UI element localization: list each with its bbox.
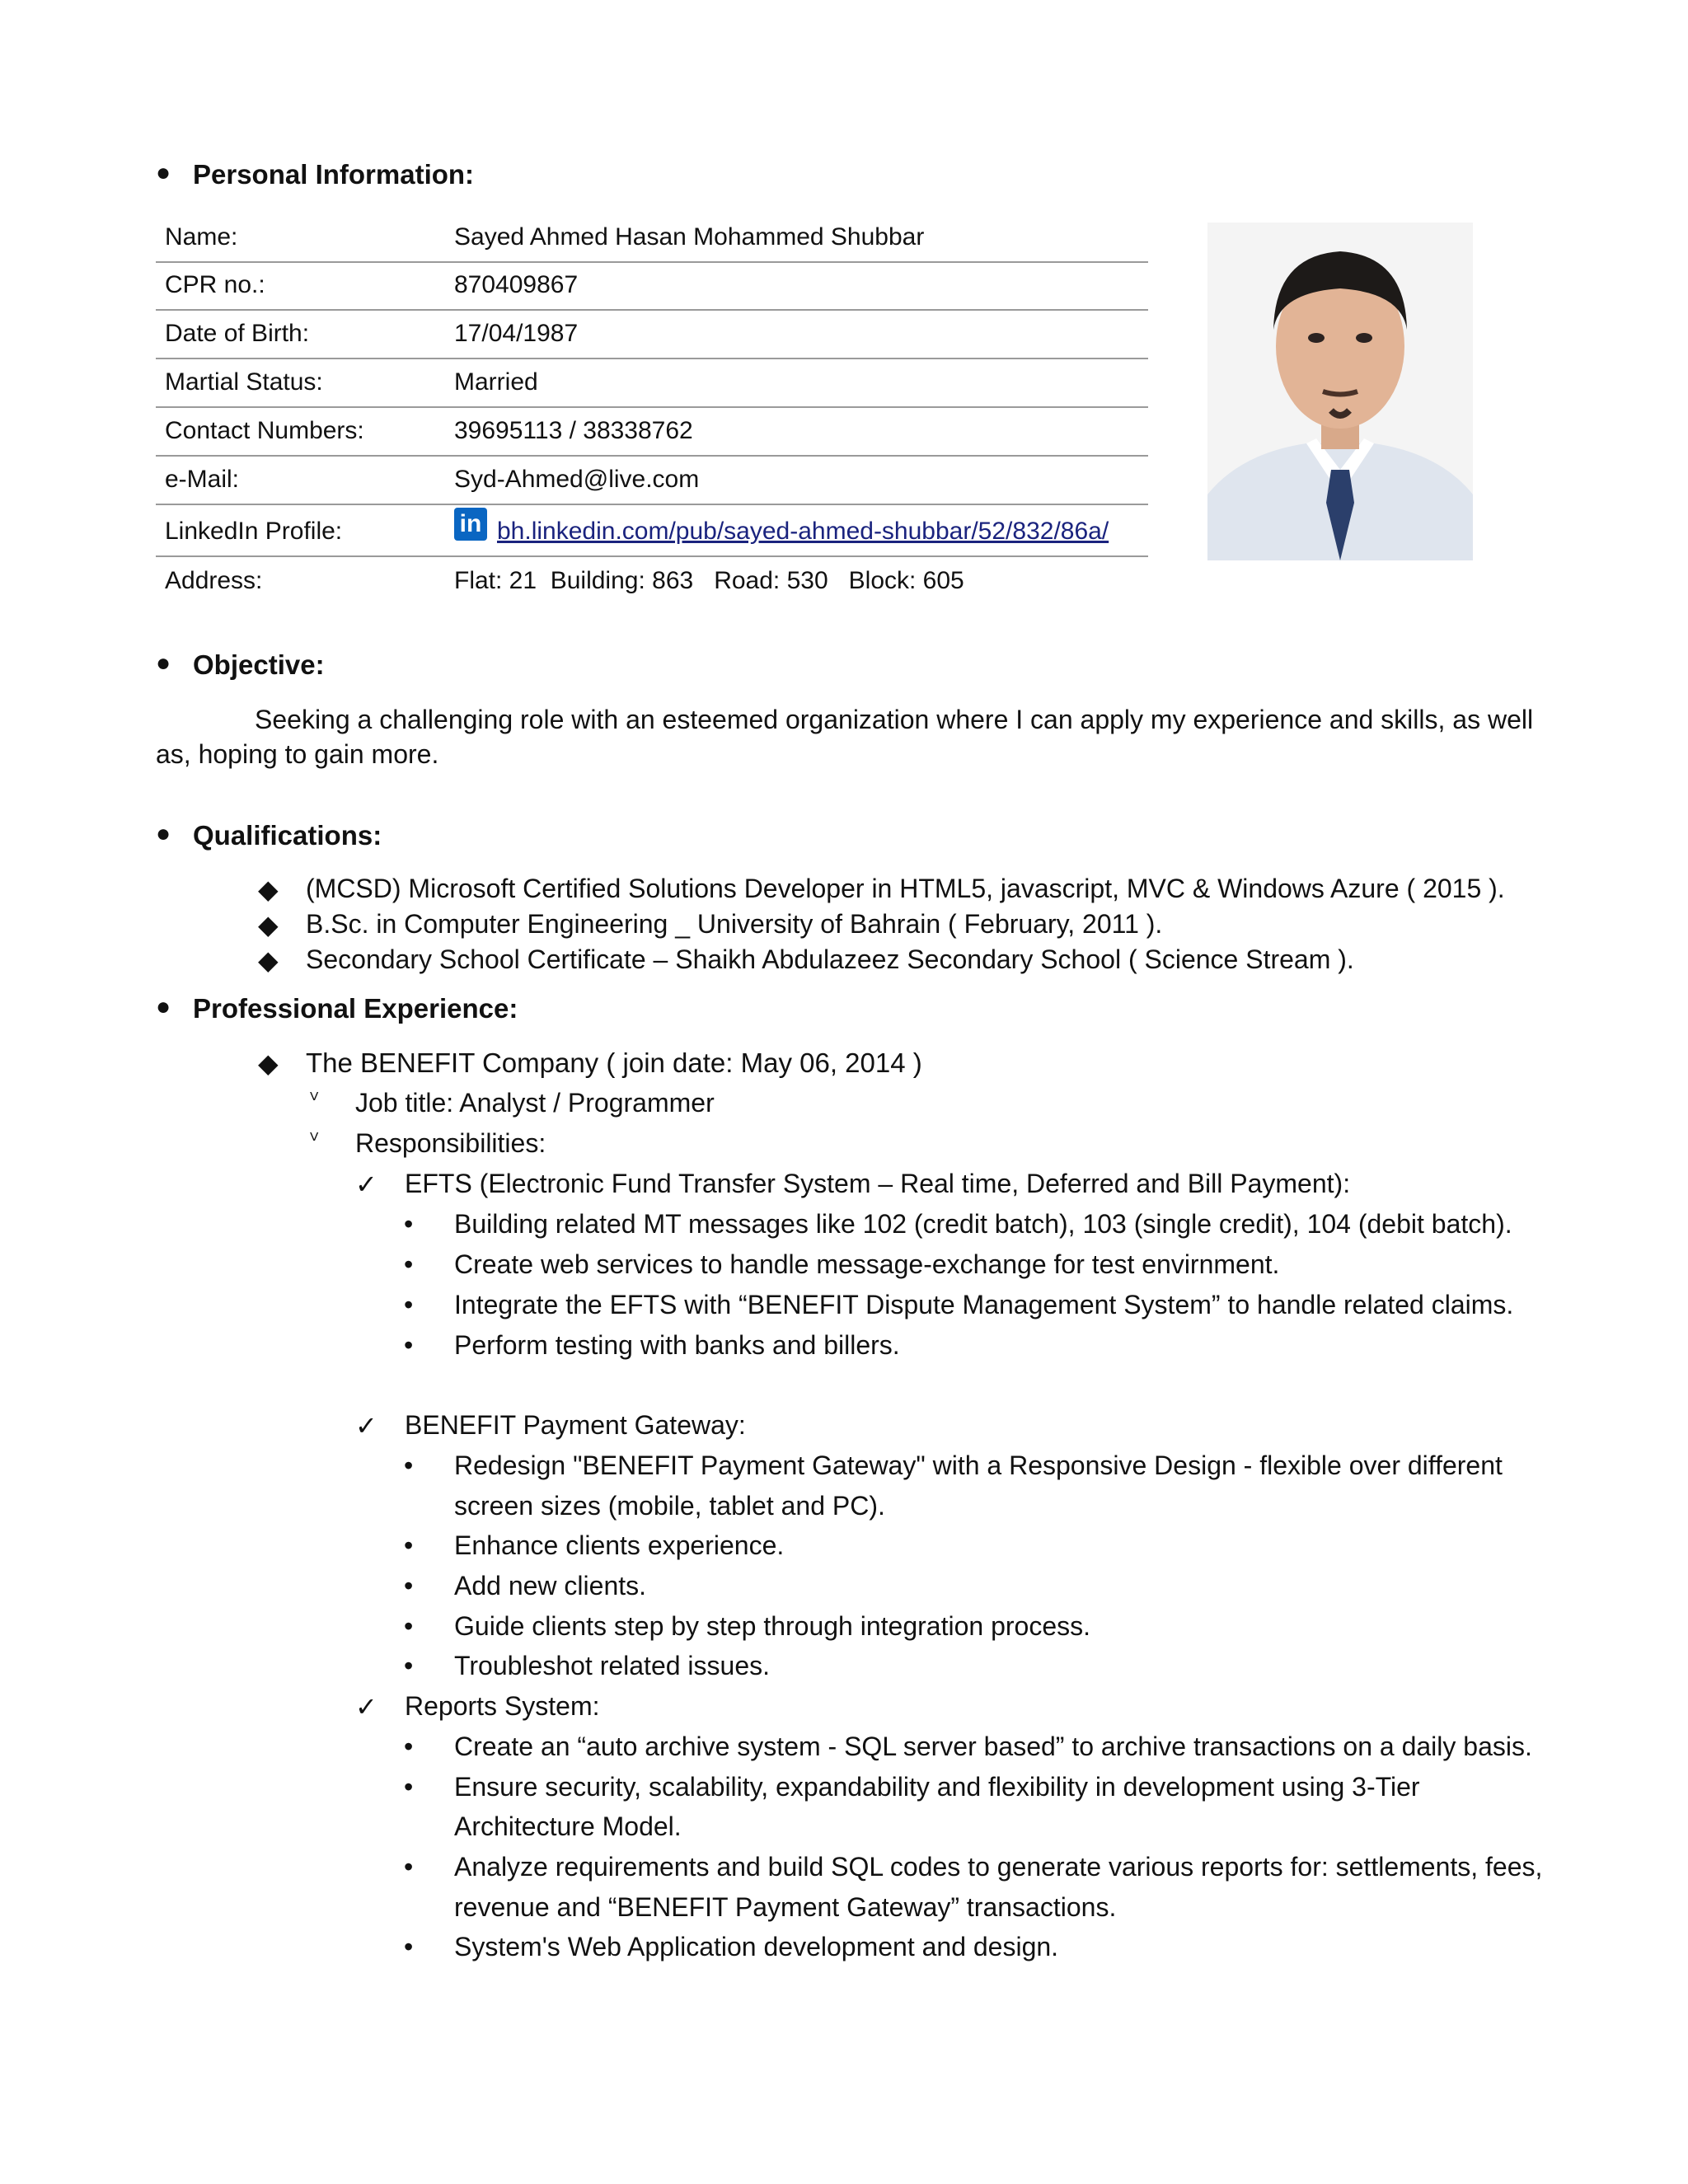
info-value: 870409867: [454, 271, 579, 298]
diamond-bullet: ◆: [258, 910, 279, 940]
list-bullet: •: [404, 1530, 414, 1560]
reports-item-continued: Architecture Model.: [454, 1811, 682, 1841]
efts-item: Create web services to handle message-exchange for test envirnment.: [454, 1249, 1280, 1279]
info-value: Flat: 21 Building: 863 Road: 530 Block: 605: [454, 567, 964, 594]
info-row-linkedin: [156, 504, 1148, 557]
info-row-contact: [156, 407, 1148, 457]
reports-item: Ensure security, scalability, expandability and flexibility in development using 3-Tier: [454, 1772, 1420, 1802]
list-bullet: •: [404, 1209, 414, 1239]
gateway-item-continued: screen sizes (mobile, tablet and PC).: [454, 1491, 885, 1521]
list-bullet: •: [404, 1732, 414, 1761]
qualification-item: B.Sc. in Computer Engineering _ University of Bahrain ( February, 2011 ).: [306, 909, 1163, 939]
gateway-item: Guide clients step by step through integration process.: [454, 1611, 1090, 1641]
efts-title: EFTS (Electronic Fund Transfer System – Real time, Deferred and Bill Payment):: [405, 1169, 1351, 1198]
info-row-email: [156, 456, 1148, 505]
email-value[interactable]: Syd-Ahmed@live.com: [454, 466, 700, 493]
check-icon: ✓: [355, 1411, 377, 1441]
responsibilities-label: Responsibilities:: [355, 1128, 546, 1158]
info-label: CPR no.:: [165, 271, 265, 298]
gateway-title: BENEFIT Payment Gateway:: [405, 1410, 746, 1440]
list-bullet: •: [404, 1932, 414, 1961]
info-label: Name:: [165, 223, 238, 251]
info-row-cpr: [156, 261, 1148, 311]
reports-title: Reports System:: [405, 1691, 600, 1721]
linkedin-link[interactable]: bh.linkedin.com/pub/sayed-ahmed-shubbar/52/832/86a/: [497, 518, 1109, 545]
info-value: 17/04/1987: [454, 320, 579, 347]
portrait-illustration: [1207, 223, 1473, 560]
diamond-bullet: ◆: [258, 874, 279, 904]
list-bullet: •: [404, 1852, 414, 1882]
job-title: Job title: Analyst / Programmer: [355, 1088, 715, 1118]
info-label: Contact Numbers:: [165, 417, 364, 444]
gateway-item: Add new clients.: [454, 1571, 647, 1601]
gateway-item: Troubleshot related issues.: [454, 1651, 771, 1680]
gateway-item: Enhance clients experience.: [454, 1530, 785, 1560]
reports-item-continued: revenue and “BENEFIT Payment Gateway” transactions.: [454, 1892, 1117, 1922]
info-label: e-Mail:: [165, 466, 240, 493]
reports-item: Analyze requirements and build SQL codes to generate various reports for: settlements, fees,: [454, 1852, 1543, 1882]
list-bullet: •: [404, 1451, 414, 1480]
check-icon: ✓: [355, 1169, 377, 1199]
check-icon: ✓: [355, 1692, 377, 1722]
objective-text-line1: Seeking a challenging role with an esteemed organization where I can apply my experience and skills, as well: [255, 705, 1534, 734]
info-value: Married: [454, 368, 538, 396]
company-name: The BENEFIT Company ( join date: May 06, 2014 ): [306, 1047, 922, 1078]
profile-photo: [1207, 223, 1473, 560]
efts-item: Perform testing with banks and billers.: [454, 1330, 900, 1360]
list-bullet: •: [404, 1571, 414, 1601]
info-label: Address:: [165, 567, 263, 594]
reports-item: System's Web Application development and design.: [454, 1932, 1059, 1961]
arrow-bullet: ⱽ: [310, 1130, 319, 1152]
efts-item: Building related MT messages like 102 (credit batch), 103 (single credit), 104 (debit batch).: [454, 1209, 1512, 1239]
section-bullet: ●: [156, 649, 171, 677]
section-heading-qualifications: Qualifications:: [193, 820, 382, 851]
section-bullet: ●: [156, 993, 171, 1020]
linkedin-icon[interactable]: in: [454, 508, 487, 541]
efts-item: Integrate the EFTS with “BENEFIT Dispute Management System” to handle related claims.: [454, 1290, 1514, 1319]
info-label: LinkedIn Profile:: [165, 518, 343, 545]
gateway-item: Redesign "BENEFIT Payment Gateway" with a Responsive Design - flexible over different: [454, 1451, 1503, 1480]
section-heading-experience: Professional Experience:: [193, 993, 518, 1024]
arrow-bullet: ⱽ: [310, 1090, 319, 1112]
diamond-bullet: ◆: [258, 945, 279, 975]
list-bullet: •: [404, 1330, 414, 1360]
info-row-address: [156, 557, 1148, 605]
info-label: Martial Status:: [165, 368, 323, 396]
info-row-dob: [156, 310, 1148, 359]
diamond-bullet: ◆: [258, 1048, 279, 1078]
section-bullet: ●: [156, 820, 171, 847]
info-row-name: [156, 213, 1148, 263]
list-bullet: •: [404, 1249, 414, 1279]
qualification-item: Secondary School Certificate – Shaikh Abdulazeez Secondary School ( Science Stream ).: [306, 944, 1354, 974]
section-heading-objective: Objective:: [193, 649, 325, 680]
list-bullet: •: [404, 1290, 414, 1319]
section-heading-personal: Personal Information:: [193, 159, 475, 190]
qualification-item: (MCSD) Microsoft Certified Solutions Developer in HTML5, javascript, MVC & Windows Azure ( 2015 ).: [306, 874, 1505, 903]
info-row-marital: [156, 359, 1148, 408]
objective-text-line2: as, hoping to gain more.: [156, 739, 439, 769]
info-label: Date of Birth:: [165, 320, 310, 347]
info-value: 39695113 / 38338762: [454, 417, 693, 444]
reports-item: Create an “auto archive system - SQL server based” to archive transactions on a daily basis.: [454, 1732, 1532, 1761]
list-bullet: •: [404, 1611, 414, 1641]
list-bullet: •: [404, 1651, 414, 1680]
list-bullet: •: [404, 1772, 414, 1802]
info-value: Sayed Ahmed Hasan Mohammed Shubbar: [454, 223, 925, 251]
section-bullet: ●: [156, 159, 171, 186]
